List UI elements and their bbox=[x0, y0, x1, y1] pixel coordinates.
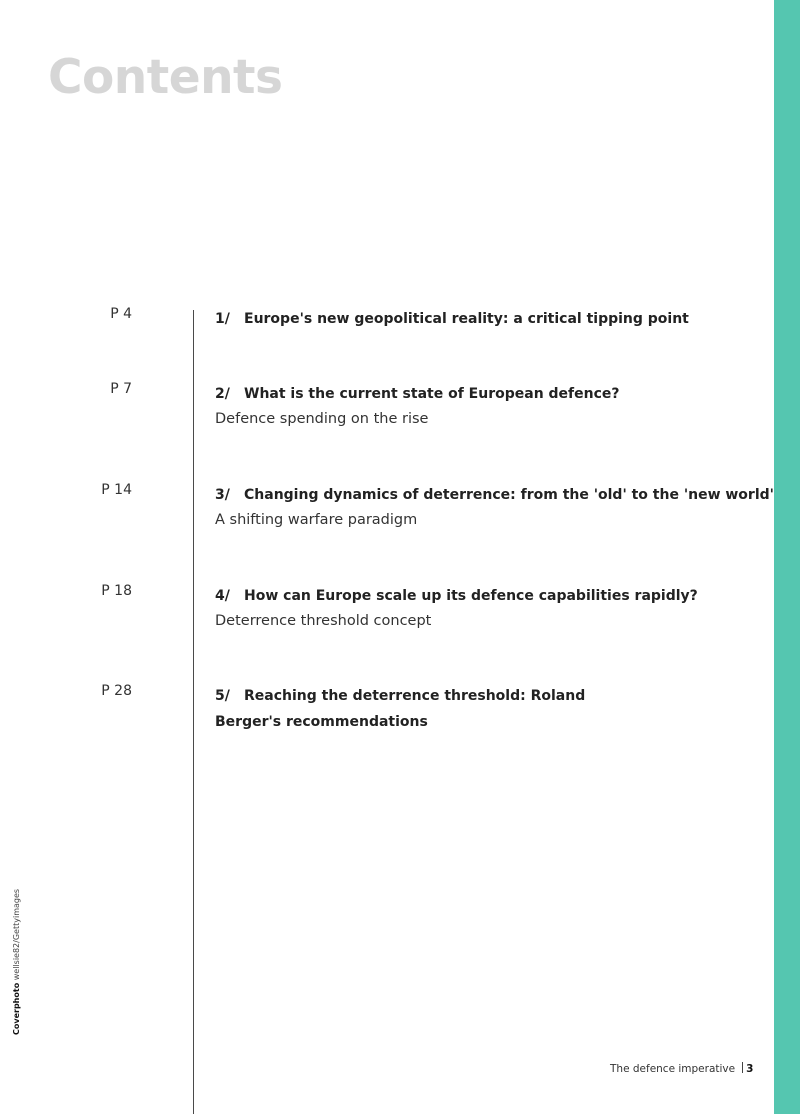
toc-heading-text: Europe's new geopolitical reality: a critical tipping point bbox=[244, 311, 689, 327]
toc-number: 5/ bbox=[215, 688, 230, 704]
toc-heading-text: How can Europe scale up its defence capabilities rapidly? bbox=[244, 588, 698, 604]
footer-separator bbox=[742, 1062, 743, 1073]
toc-heading-text: Reaching the deterrence threshold: Roland Berger's recommendations bbox=[215, 688, 586, 730]
toc-number: 4/ bbox=[215, 588, 230, 604]
toc-subtitle: Defence spending on the rise bbox=[215, 411, 429, 427]
footer-page-number: 3 bbox=[746, 1063, 754, 1075]
photo-credit bbox=[12, 889, 21, 1035]
toc-heading-text: Changing dynamics of deterrence: from the 'old' to the 'new world' bbox=[244, 487, 774, 503]
toc-heading bbox=[215, 482, 774, 508]
toc-heading bbox=[215, 683, 655, 735]
toc-page-ref: P 14 bbox=[101, 482, 132, 498]
toc-subtitle: A shifting warfare paradigm bbox=[215, 512, 418, 528]
toc-divider-line bbox=[193, 310, 194, 1114]
toc-page-ref: P 7 bbox=[110, 381, 132, 397]
toc-number: 1/ bbox=[215, 311, 230, 327]
page-title: Contents bbox=[48, 50, 283, 105]
toc-heading bbox=[215, 306, 735, 332]
accent-side-bar bbox=[774, 0, 800, 1114]
photo-credit-label: Coverphoto bbox=[12, 982, 21, 1035]
toc-number: 3/ bbox=[215, 487, 230, 503]
page-footer bbox=[610, 1062, 753, 1075]
footer-doc-title: The defence imperative bbox=[610, 1063, 736, 1075]
toc-heading bbox=[215, 583, 735, 609]
toc-heading-text: What is the current state of European defence? bbox=[244, 386, 620, 402]
toc-page-ref: P 4 bbox=[110, 306, 132, 322]
toc-heading bbox=[215, 381, 735, 407]
photo-credit-text: wellsie82/Gettyimages bbox=[12, 888, 21, 981]
toc-number: 2/ bbox=[215, 386, 230, 402]
toc-page-ref: P 28 bbox=[101, 683, 132, 699]
toc-subtitle: Deterrence threshold concept bbox=[215, 613, 432, 629]
toc-page-ref: P 18 bbox=[101, 583, 132, 599]
